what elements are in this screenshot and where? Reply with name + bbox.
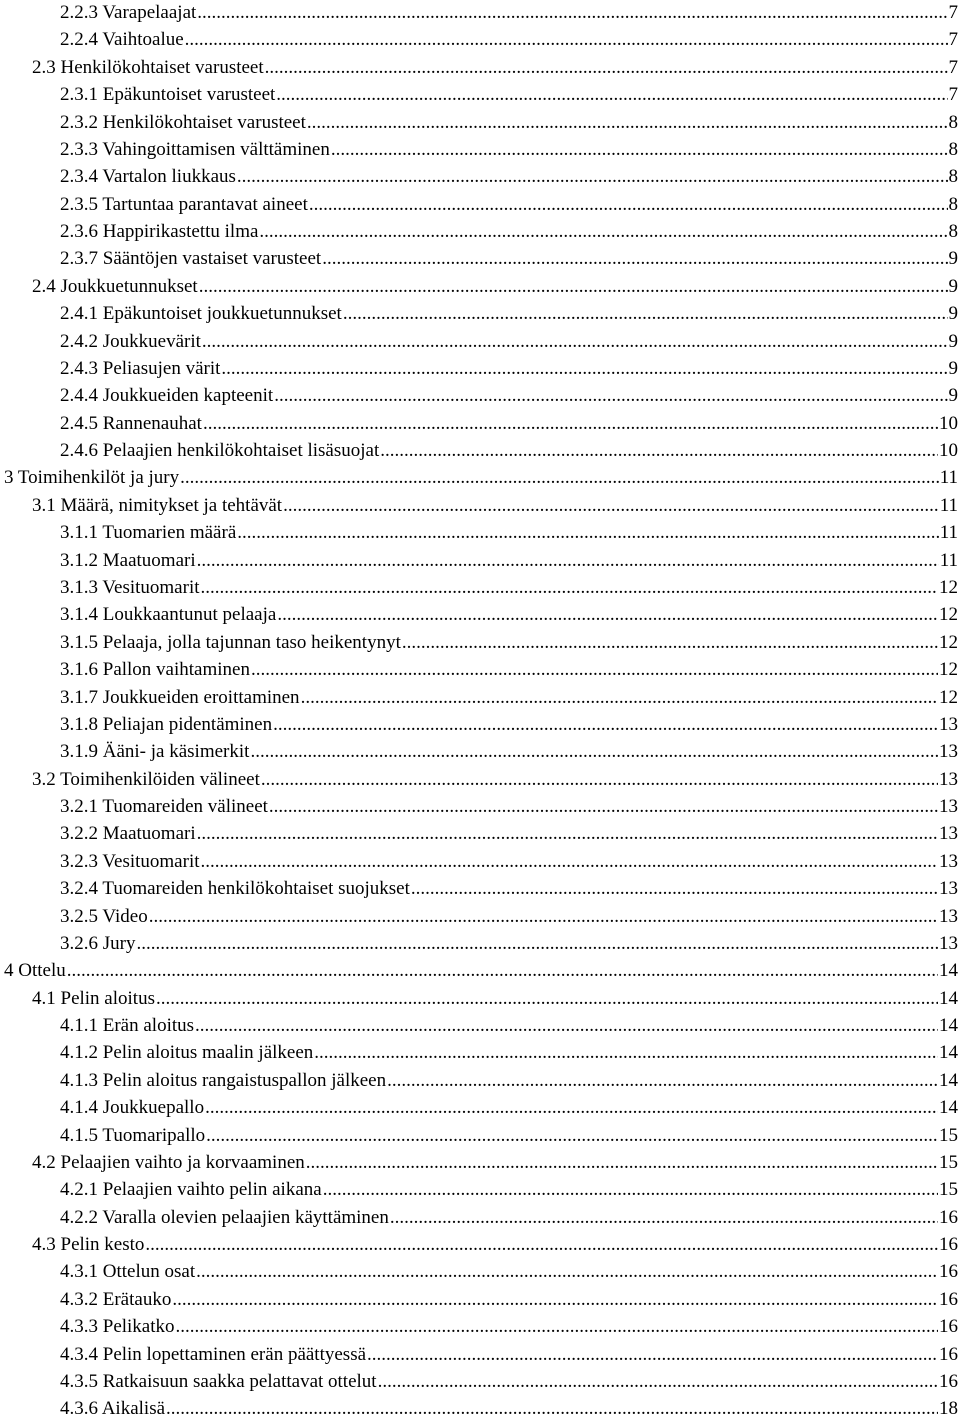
toc-entry-title: 2.2.4 Vaihtoalue [60, 29, 184, 51]
toc-entry-title: 2.3.6 Happirikastettu ilma [60, 221, 259, 243]
toc-entry-page-number: 14 [939, 1069, 958, 1091]
toc-entry-title: 3.2.4 Tuomareiden henkilökohtaiset suojukset [60, 878, 410, 900]
toc-dot-leader [274, 382, 947, 409]
toc-entry[interactable] [60, 656, 958, 683]
toc-dot-leader [273, 711, 938, 738]
toc-entry-page-number: 11 [939, 467, 958, 489]
toc-entry-title: 3.2.5 Video [60, 905, 148, 927]
toc-dot-leader [367, 1341, 938, 1368]
toc-dot-leader [196, 1258, 938, 1285]
toc-entry-title: 4.1.4 Joukkuepallo [60, 1097, 205, 1119]
toc-dot-leader [307, 109, 948, 136]
toc-entry[interactable] [32, 1149, 958, 1176]
toc-entry[interactable] [60, 711, 958, 738]
toc-entry-page-number: 16 [939, 1206, 958, 1228]
toc-dot-leader [283, 492, 939, 519]
toc-dot-leader [259, 218, 947, 245]
toc-entry[interactable] [60, 81, 958, 108]
toc-entry[interactable] [60, 875, 958, 902]
toc-dot-leader [166, 1395, 938, 1422]
toc-entry[interactable] [32, 273, 958, 300]
toc-dot-leader [306, 1149, 938, 1176]
toc-entry-title: 3.1.6 Pallon vaihtaminen [60, 659, 250, 681]
toc-entry-page-number: 7 [948, 29, 958, 51]
toc-entry[interactable] [60, 26, 958, 53]
toc-entry-page-number: 9 [948, 303, 958, 325]
toc-dot-leader [411, 875, 938, 902]
toc-dot-leader [301, 684, 938, 711]
toc-entry-page-number: 12 [939, 631, 958, 653]
toc-entry-title: 2.2.3 Varapelaajat [60, 2, 197, 23]
toc-dot-leader [67, 957, 938, 984]
toc-entry[interactable] [60, 1067, 958, 1094]
toc-entry-page-number: 9 [948, 357, 958, 379]
toc-entry-page-number: 11 [939, 549, 958, 571]
toc-entry[interactable] [60, 300, 958, 327]
toc-entry-title: 2.4.1 Epäkuntoiset joukkuetunnukset [60, 303, 342, 325]
toc-entry-page-number: 15 [939, 1151, 958, 1173]
toc-entry[interactable] [60, 0, 958, 26]
toc-entry[interactable] [32, 492, 958, 519]
toc-entry-title: 4.3.1 Ottelun osat [60, 1261, 196, 1283]
toc-entry[interactable] [32, 766, 958, 793]
toc-entry-title: 2.4.4 Joukkueiden kapteenit [60, 385, 274, 407]
toc-dot-leader [322, 245, 947, 272]
toc-entry-title: 4.1.5 Tuomaripallo [60, 1124, 206, 1146]
toc-dot-leader [343, 300, 948, 327]
toc-entry-title: 3.2.6 Jury [60, 932, 136, 954]
toc-entry-title: 4.3.6 Aikalisä [60, 1398, 166, 1420]
toc-dot-leader [309, 191, 948, 218]
toc-entry[interactable] [60, 1204, 958, 1231]
toc-dot-leader [197, 547, 939, 574]
toc-entry-page-number: 14 [939, 960, 958, 982]
toc-dot-leader [265, 54, 948, 81]
toc-entry[interactable] [60, 1176, 958, 1203]
toc-dot-leader [269, 793, 938, 820]
toc-dot-leader [237, 519, 938, 546]
toc-entry[interactable] [60, 738, 958, 765]
toc-entry-title: 4.3.4 Pelin lopettaminen erän päättyessä [60, 1343, 367, 1365]
toc-entry[interactable] [60, 1286, 958, 1313]
toc-entry[interactable] [60, 684, 958, 711]
toc-entry-title: 3.1.3 Vesituomarit [60, 576, 200, 598]
toc-entry[interactable] [60, 218, 958, 245]
toc-entry-page-number: 13 [939, 850, 958, 872]
toc-dot-leader [261, 766, 938, 793]
toc-entry[interactable] [60, 519, 958, 546]
toc-entry-page-number: 8 [948, 221, 958, 243]
toc-entry-page-number: 9 [948, 385, 958, 407]
toc-entry-page-number: 13 [939, 878, 958, 900]
toc-dot-leader [156, 985, 938, 1012]
toc-dot-leader [195, 1012, 938, 1039]
toc-entry-title: 2.3.7 Sääntöjen vastaiset varusteet [60, 248, 322, 270]
toc-entry-page-number: 7 [948, 2, 958, 23]
toc-entry[interactable] [60, 1395, 958, 1422]
toc-dot-leader [145, 1231, 938, 1258]
toc-dot-leader [323, 1176, 938, 1203]
toc-entry-page-number: 12 [939, 686, 958, 708]
toc-entry[interactable] [60, 1122, 958, 1149]
toc-entry-page-number: 16 [939, 1316, 958, 1338]
toc-entry-page-number: 9 [948, 248, 958, 270]
toc-entry[interactable] [60, 574, 958, 601]
toc-entry-page-number: 18 [939, 1398, 958, 1420]
toc-entry-page-number: 13 [939, 823, 958, 845]
toc-dot-leader [199, 273, 948, 300]
toc-entry-title: 2.3.5 Tartuntaa parantavat aineet [60, 193, 308, 215]
toc-entry[interactable] [60, 1368, 958, 1395]
toc-dot-leader [136, 930, 938, 957]
toc-entry-title: 3.1.1 Tuomarien määrä [60, 522, 237, 544]
toc-entry[interactable] [60, 1258, 958, 1285]
toc-entry-page-number: 8 [948, 166, 958, 188]
toc-entry-title: 3.1 Määrä, nimitykset ja tehtävät [32, 494, 283, 516]
toc-entry[interactable] [60, 793, 958, 820]
toc-entry-page-number: 8 [948, 111, 958, 133]
toc-entry-page-number: 15 [939, 1179, 958, 1201]
toc-entry-page-number: 9 [948, 275, 958, 297]
toc-dot-leader [197, 820, 938, 847]
toc-dot-leader [205, 1094, 938, 1121]
toc-entry-page-number: 12 [939, 576, 958, 598]
toc-entry-title: 2.4 Joukkuetunnukset [32, 275, 198, 297]
toc-entry[interactable] [60, 903, 958, 930]
toc-entry-page-number: 16 [939, 1343, 958, 1365]
toc-dot-leader [402, 629, 938, 656]
toc-entry-title: 2.4.5 Rannenauhat [60, 412, 202, 434]
toc-entry-page-number: 8 [948, 193, 958, 215]
toc-entry-title: 4.3 Pelin kesto [32, 1234, 145, 1256]
toc-entry-title: 3.1.2 Maatuomari [60, 549, 196, 571]
toc-entry-title: 4.3.2 Erätauko [60, 1288, 172, 1310]
toc-entry-page-number: 7 [948, 56, 958, 78]
toc-entry-title: 4.2 Pelaajien vaihto ja korvaaminen [32, 1151, 305, 1173]
toc-entry[interactable] [60, 382, 958, 409]
toc-entry[interactable] [32, 1231, 958, 1258]
toc-entry-page-number: 11 [939, 522, 958, 544]
toc-dot-leader [331, 136, 948, 163]
toc-entry-page-number: 16 [939, 1261, 958, 1283]
toc-entry-page-number: 16 [939, 1371, 958, 1392]
toc-entry-title: 4.1 Pelin aloitus [32, 987, 155, 1009]
toc-dot-leader [201, 848, 938, 875]
toc-dot-leader [149, 903, 938, 930]
toc-entry-page-number: 13 [939, 932, 958, 954]
toc-entry-title: 3.1.5 Pelaaja, jolla tajunnan taso heikentynyt [60, 631, 401, 653]
toc-dot-leader [378, 1368, 938, 1395]
toc-entry[interactable] [60, 136, 958, 163]
toc-entry[interactable] [4, 957, 958, 984]
toc-entry-title: 4.2.2 Varalla olevien pelaajien käyttäminen [60, 1206, 389, 1228]
toc-dot-leader [387, 1067, 938, 1094]
toc-entry-title: 3.1.4 Loukkaantunut pelaaja [60, 604, 277, 626]
toc-entry[interactable] [60, 245, 958, 272]
toc-entry[interactable] [60, 437, 958, 464]
toc-entry-title: 3 Toimihenkilöt ja jury [4, 467, 180, 489]
toc-entry-title: 4.3.3 Pelikatko [60, 1316, 175, 1338]
toc-entry[interactable] [60, 410, 958, 437]
toc-entry[interactable] [32, 54, 958, 81]
toc-entry-title: 2.3.1 Epäkuntoiset varusteet [60, 84, 276, 106]
toc-entry[interactable] [60, 1012, 958, 1039]
toc-dot-leader [221, 355, 947, 382]
toc-entry-page-number: 14 [939, 1042, 958, 1064]
toc-dot-leader [314, 1039, 938, 1066]
toc-entry-title: 4.1.2 Pelin aloitus maalin jälkeen [60, 1042, 314, 1064]
toc-entry-title: 3.1.9 Ääni- ja käsimerkit [60, 741, 250, 763]
toc-dot-leader [201, 574, 938, 601]
toc-entry[interactable] [60, 1341, 958, 1368]
toc-entry-page-number: 7 [948, 84, 958, 106]
toc-entry-page-number: 13 [939, 741, 958, 763]
toc-entry[interactable] [60, 109, 958, 136]
toc-dot-leader [251, 656, 938, 683]
toc-entry[interactable] [60, 848, 958, 875]
toc-dot-leader [180, 464, 939, 491]
toc-entry-page-number: 10 [939, 412, 958, 434]
toc-entry-page-number: 13 [939, 905, 958, 927]
toc-entry[interactable] [60, 601, 958, 628]
toc-dot-leader [237, 163, 948, 190]
toc-entry-page-number: 16 [939, 1288, 958, 1310]
toc-entry[interactable] [32, 985, 958, 1012]
toc-dot-leader [250, 738, 938, 765]
toc-entry-title: 3.1.8 Peliajan pidentäminen [60, 713, 273, 735]
toc-entry-title: 3.2.1 Tuomareiden välineet [60, 796, 268, 818]
toc-entry-page-number: 9 [948, 330, 958, 352]
toc-entry-title: 4.1.1 Erän aloitus [60, 1015, 195, 1037]
toc-entry-title: 2.3.4 Vartalon liukkaus [60, 166, 236, 188]
toc-entry-page-number: 16 [939, 1234, 958, 1256]
toc-dot-leader [276, 81, 947, 108]
toc-dot-leader [176, 1313, 938, 1340]
toc-dot-leader [277, 601, 938, 628]
toc-entry-title: 3.2.2 Maatuomari [60, 823, 196, 845]
toc-dot-leader [380, 437, 938, 464]
toc-entry-title: 2.3.3 Vahingoittamisen välttäminen [60, 138, 330, 160]
toc-entry-page-number: 13 [939, 796, 958, 818]
toc-entry[interactable] [60, 328, 958, 355]
toc-entry-page-number: 14 [939, 987, 958, 1009]
toc-entry-page-number: 13 [939, 713, 958, 735]
toc-dot-leader [185, 26, 948, 53]
toc-dot-leader [197, 0, 947, 26]
toc-entry[interactable] [4, 464, 958, 491]
toc-entry-title: 2.3 Henkilökohtaiset varusteet [32, 56, 264, 78]
toc-entry[interactable] [60, 820, 958, 847]
toc-entry-page-number: 12 [939, 659, 958, 681]
toc-entry-title: 2.3.2 Henkilökohtaiset varusteet [60, 111, 306, 133]
toc-entry-page-number: 11 [939, 494, 958, 516]
toc-entry-title: 2.4.2 Joukkuevärit [60, 330, 201, 352]
toc-entry[interactable] [60, 1094, 958, 1121]
toc-entry-title: 2.4.3 Peliasujen värit [60, 357, 221, 379]
toc-entry[interactable] [60, 355, 958, 382]
toc-entry[interactable] [60, 1313, 958, 1340]
toc-entry-title: 4.3.5 Ratkaisuun saakka pelattavat ottelut [60, 1371, 377, 1392]
toc-entry[interactable] [60, 163, 958, 190]
toc-entry-page-number: 15 [939, 1124, 958, 1146]
toc-entry-title: 2.4.6 Pelaajien henkilökohtaiset lisäsuojat [60, 440, 380, 462]
toc-entry-page-number: 14 [939, 1015, 958, 1037]
toc-entry-title: 4.2.1 Pelaajien vaihto pelin aikana [60, 1179, 322, 1201]
toc-dot-leader [203, 410, 938, 437]
toc-dot-leader [172, 1286, 938, 1313]
toc-entry[interactable] [60, 629, 958, 656]
toc-entry-title: 3.1.7 Joukkueiden eroittaminen [60, 686, 300, 708]
toc-dot-leader [206, 1122, 938, 1149]
toc-entry-title: 4.1.3 Pelin aloitus rangaistuspallon jälkeen [60, 1069, 387, 1091]
toc-entry-page-number: 8 [948, 138, 958, 160]
toc-entry-title: 4 Ottelu [4, 960, 66, 982]
toc-entry[interactable] [60, 547, 958, 574]
toc-entry-page-number: 14 [939, 1097, 958, 1119]
toc-entry[interactable] [60, 191, 958, 218]
toc-entry-page-number: 12 [939, 604, 958, 626]
toc-entry-title: 3.2.3 Vesituomarit [60, 850, 200, 872]
toc-dot-leader [202, 328, 948, 355]
toc-dot-leader [390, 1204, 938, 1231]
toc-entry-page-number: 13 [939, 768, 958, 790]
toc-entry[interactable] [60, 1039, 958, 1066]
toc-entry-title: 3.2 Toimihenkilöiden välineet [32, 768, 260, 790]
toc-entry[interactable] [60, 930, 958, 957]
toc-entry-page-number: 10 [939, 440, 958, 462]
